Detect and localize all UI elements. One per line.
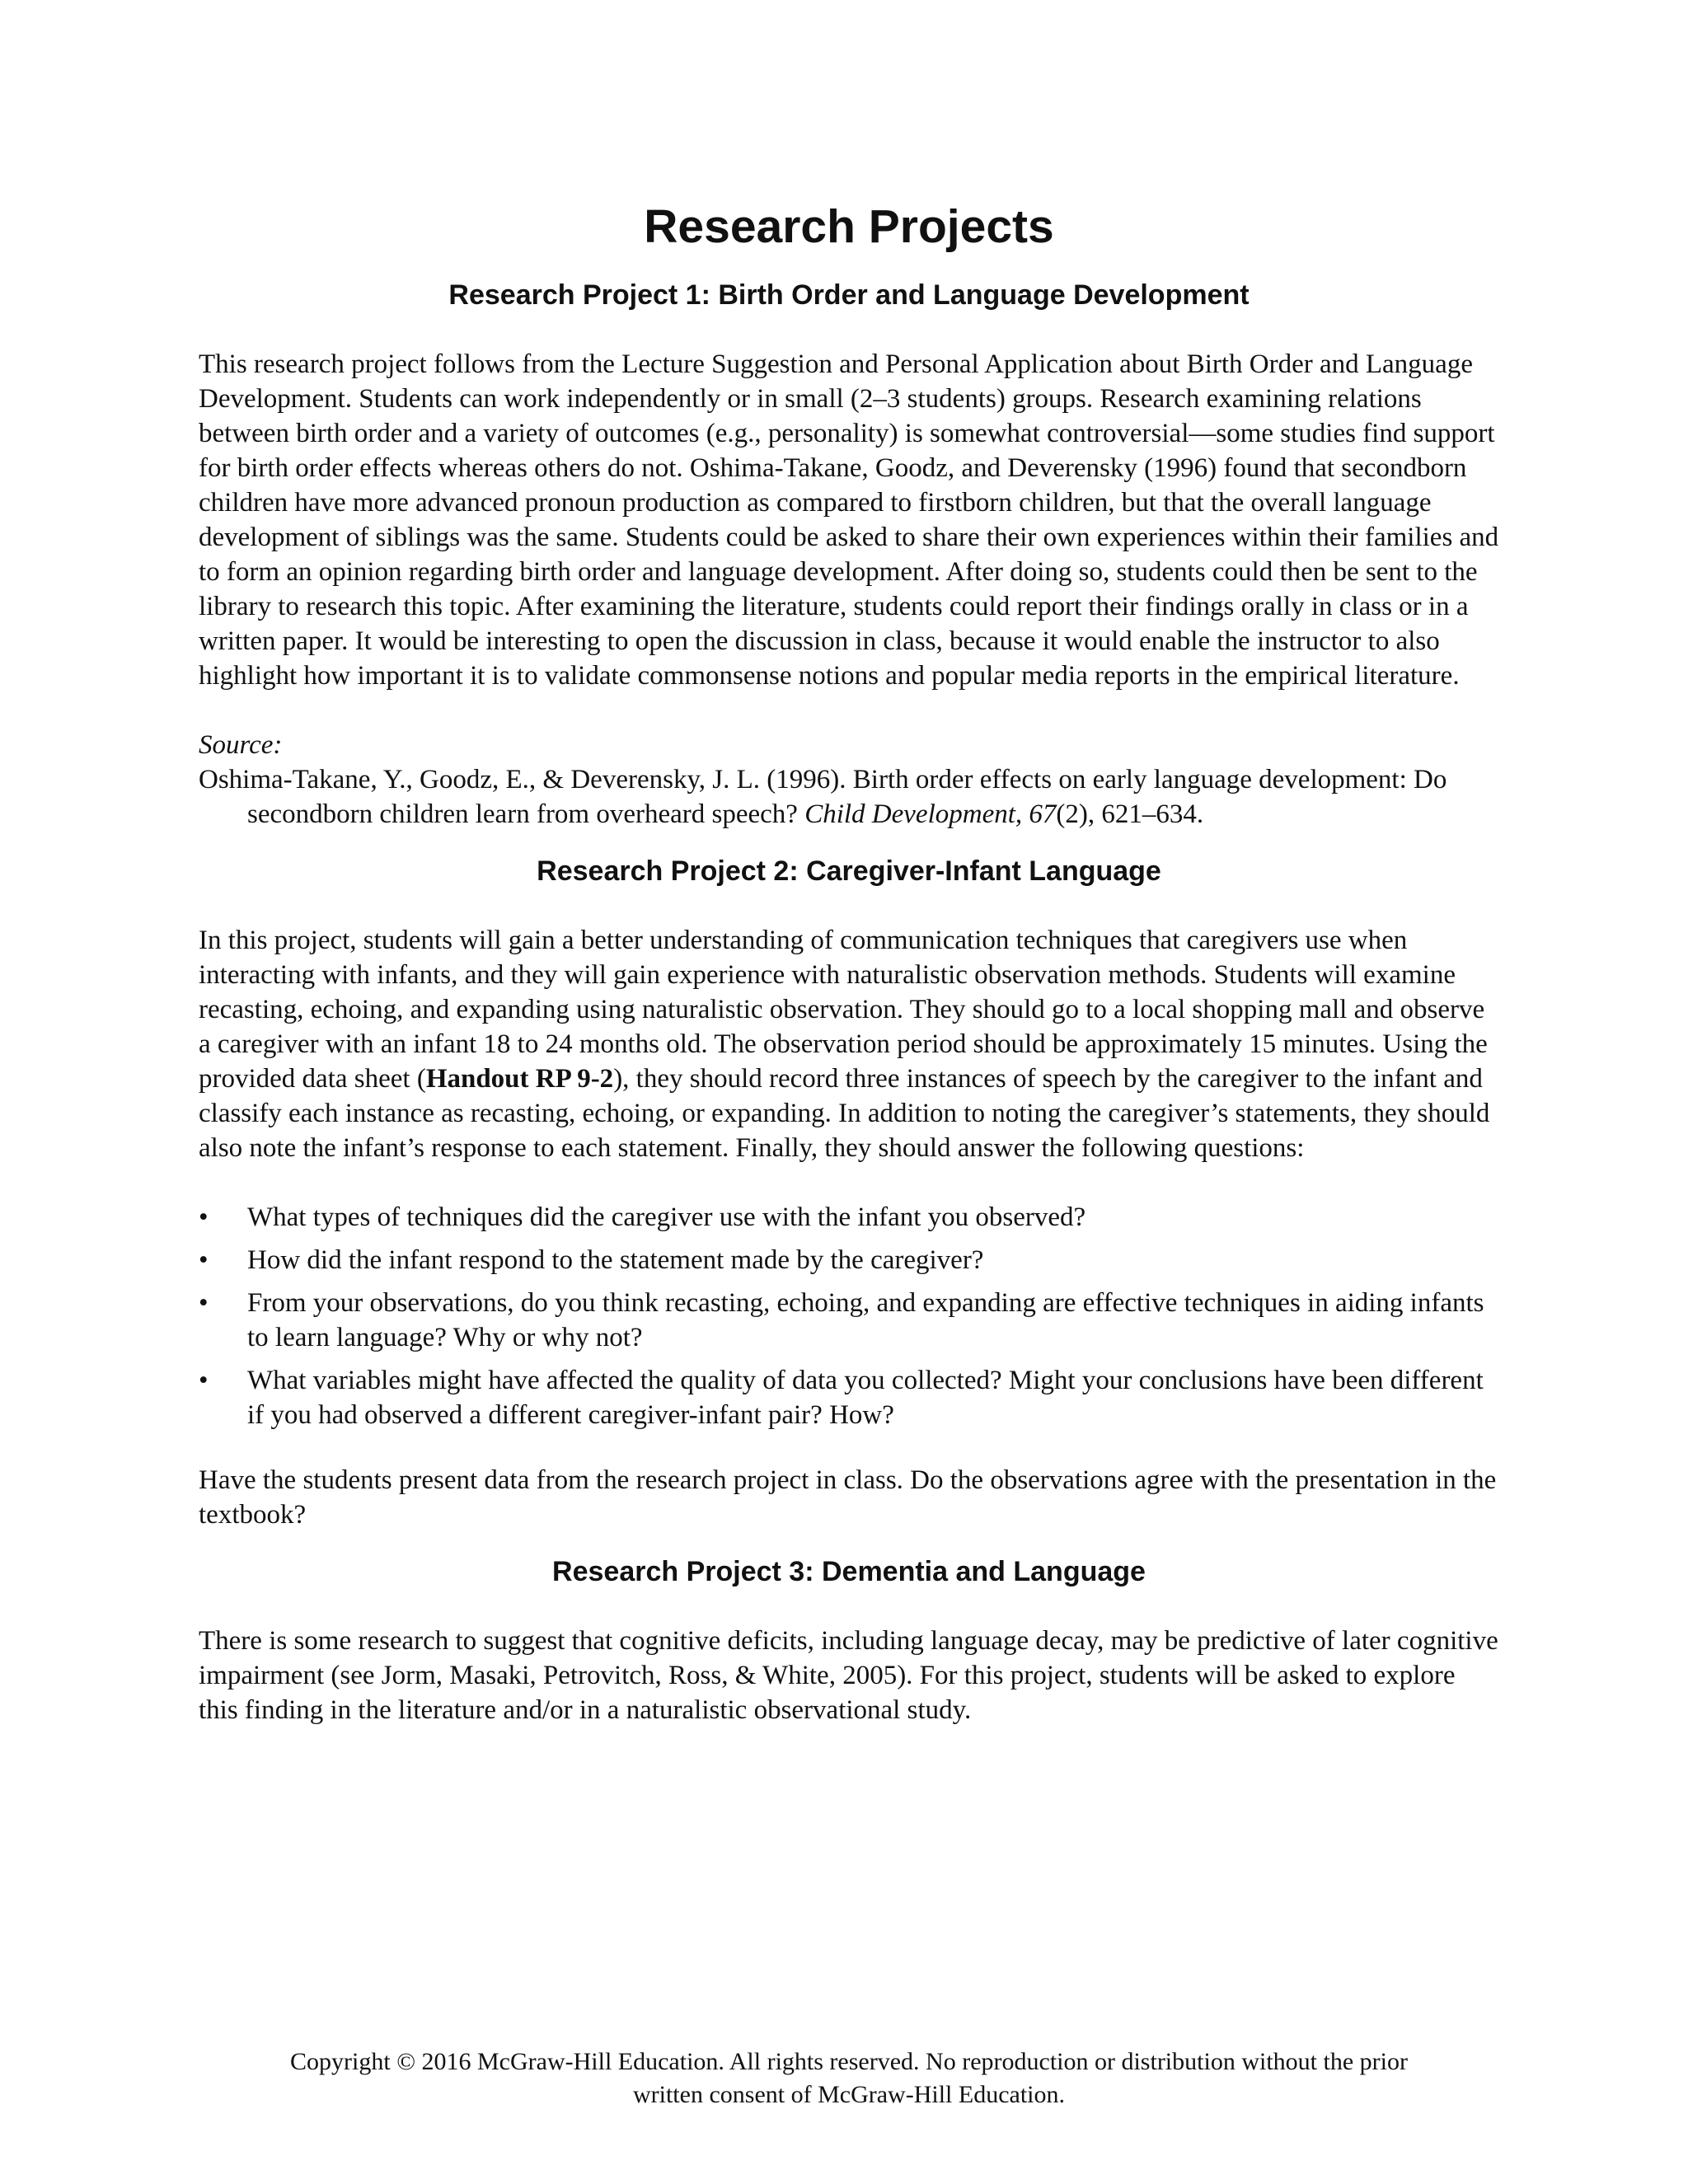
project2-body-before: In this project, students will gain a better understanding of communication techniques that caregivers use when interacting with infants, and they will gain experience with naturalistic observation methods. Students will examine recasting, echoing, and expanding using naturalistic observation. They should go to a local shopping mall and observe a caregiver with an infant 18 to 24 months old. The observation period should be approximately 15 minutes. Using the provided data sheet ( bbox=[199, 926, 1488, 1094]
project2-closing: Have the students present data from the research project in class. Do the observations agree with the presentation in the textbook? bbox=[199, 1465, 1497, 1530]
list-item bbox=[199, 1200, 1499, 1235]
spacer bbox=[199, 832, 1499, 854]
bullet-icon: • bbox=[199, 1202, 209, 1232]
spacer bbox=[199, 1532, 1499, 1554]
spacer bbox=[199, 693, 1499, 728]
bullet-icon: • bbox=[199, 1245, 209, 1275]
spacer bbox=[199, 1165, 1499, 1200]
project2-heading: Research Project 2: Caregiver-Infant Language bbox=[537, 855, 1161, 887]
bullet-icon: • bbox=[199, 1366, 209, 1395]
footer-line-2: written consent of McGraw-Hill Education. bbox=[632, 2081, 1066, 2108]
question-text: From your observations, do you think recasting, echoing, and expanding are effective techniques in aiding infants to learn language? Why or why not? bbox=[247, 1288, 1484, 1352]
reference-authors: Oshima-Takane, Y., Goodz, E., & Deverensky, J. L. (1996). Birth order effects on early language development: Do secondborn children learn from overheard speech? bbox=[199, 765, 1447, 829]
question-list bbox=[199, 1200, 1499, 1432]
list-item bbox=[199, 1243, 1499, 1277]
list-item bbox=[199, 1286, 1499, 1355]
project3-body: There is some research to suggest that cognitive deficits, including language decay, may be predictive of later cognitive impairment (see Jorm, Masaki, Petrovitch, Ross, & White, 2005). For this project, students will be asked to explore this finding in the literature and/or in a naturalistic observational study. bbox=[199, 1626, 1498, 1725]
source-label: Source: bbox=[199, 730, 283, 760]
question-text: What types of techniques did the caregiver use with the infant you observed? bbox=[247, 1202, 1086, 1232]
reference-pages: (2), 621–634. bbox=[1056, 799, 1204, 829]
copyright-footer bbox=[199, 2046, 1499, 2111]
handout-reference: Handout RP 9-2 bbox=[425, 1064, 614, 1094]
document-content bbox=[199, 194, 1499, 1727]
question-text: How did the infant respond to the statement made by the caregiver? bbox=[247, 1245, 984, 1275]
spacer bbox=[199, 1441, 1499, 1463]
reference-journal: Child Development, 67 bbox=[804, 799, 1057, 829]
page-title: Research Projects bbox=[644, 200, 1054, 253]
list-item bbox=[199, 1363, 1499, 1432]
bullet-icon: • bbox=[199, 1288, 209, 1318]
reference-citation bbox=[199, 762, 1499, 832]
project1-body: This research project follows from the Lecture Suggestion and Personal Application about Birth Order and Language Development. Students can work independently or in small (2–3 students) groups. Research examining relations between birth order and a variety of outcomes (e.g., personality) is somewhat controversial—some studies find support for birth order effects whereas others do not. Oshima-Takane, Goodz, and Deverensky (1996) found that secondborn children have more advanced pronoun production as compared to firstborn children, but that the overall language development of siblings was the same. Students could be asked to share their own experiences within their families and to form an opinion regarding birth order and language development. After doing so, students could then be sent to the library to research this topic. After examining the literature, students could report their findings orally in class or in a written paper. It would be interesting to open the discussion in class, because it would enable the instructor to also highlight how important it is to validate commonsense notions and popular media reports in the empirical literature. bbox=[199, 349, 1499, 691]
project2-body bbox=[199, 923, 1499, 1165]
project2-body-after: ), they should record three instances of speech by the caregiver to the infant and classify each instance as recasting, echoing, or expanding. In addition to noting the caregiver’s statements, they should also note the infant’s response to each statement. Finally, they should answer the following questions: bbox=[199, 1064, 1490, 1163]
project1-heading: Research Project 1: Birth Order and Language Development bbox=[448, 279, 1250, 311]
footer-line-1: Copyright © 2016 McGraw-Hill Education. All rights reserved. No reproduction or distribution without the prior bbox=[290, 2048, 1408, 2075]
question-text: What variables might have affected the quality of data you collected? Might your conclusions have been different if you had observed a different caregiver-infant pair? How? bbox=[247, 1366, 1484, 1430]
project3-heading: Research Project 3: Dementia and Language bbox=[552, 1556, 1146, 1587]
